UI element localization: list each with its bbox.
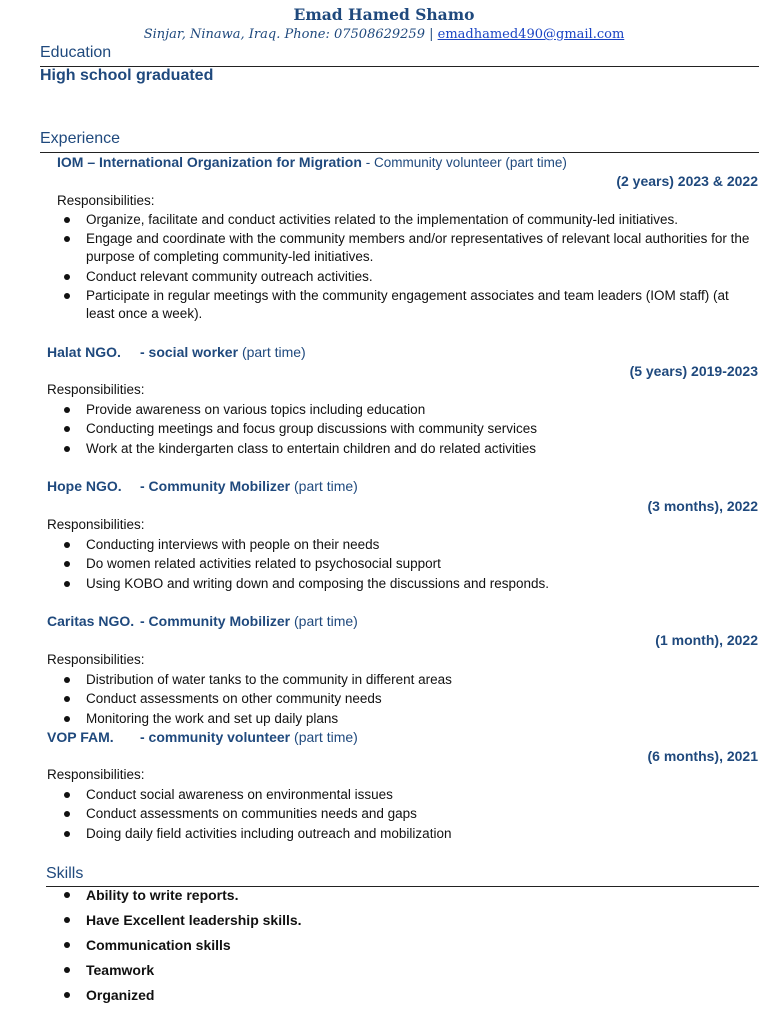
job-org-vop-fam xyxy=(47,729,114,745)
job-date: (5 years) 2019-2023 xyxy=(629,363,758,379)
list-item: Conducting meetings and focus group discussions with community services xyxy=(48,420,758,438)
job-role: - Community volunteer (part time) xyxy=(365,155,567,170)
job-employment-type: (part time) xyxy=(241,344,306,360)
skills-heading: Skills xyxy=(46,865,84,882)
skill-item: Ability to write reports. xyxy=(48,886,758,904)
job-org-name: Hope NGO. xyxy=(47,478,122,494)
skill-item: Communication skills xyxy=(48,936,758,954)
experience-divider xyxy=(40,152,759,153)
job-role: - community volunteer xyxy=(140,729,291,745)
skill-item: Teamwork xyxy=(48,961,758,979)
job-org-name: VOP FAM. xyxy=(47,729,114,745)
responsibilities-label: Responsibilities: xyxy=(47,767,145,782)
resume-name: Emad Hamed Shamo xyxy=(293,5,475,24)
job-role-line xyxy=(140,613,358,629)
list-item: Using KOBO and writing down and composing the discussions and responds. xyxy=(48,575,758,593)
education-entry: High school graduated xyxy=(40,67,214,84)
job-role: - Community Mobilizer xyxy=(140,613,291,629)
job-date: (2 years) 2023 & 2022 xyxy=(616,173,758,189)
job-employment-type: (part time) xyxy=(294,478,358,494)
job-role-line xyxy=(140,344,306,360)
job-org-hope xyxy=(47,478,122,494)
list-item: Conduct relevant community outreach activities. xyxy=(48,268,758,286)
job-role-line xyxy=(140,478,358,494)
job-date: (1 month), 2022 xyxy=(655,632,758,648)
list-item: Participate in regular meetings with the community engagement associates and team leaders (IOM staff) (at least once a week). xyxy=(48,287,758,323)
contact-line xyxy=(0,27,768,42)
list-item: Conducting interviews with people on their needs xyxy=(48,536,758,554)
responsibilities-list xyxy=(48,211,758,325)
responsibilities-list xyxy=(48,536,758,594)
responsibilities-label: Responsibilities: xyxy=(47,652,145,667)
job-date: (3 months), 2022 xyxy=(647,498,758,514)
email-link[interactable]: emadhamed490@gmail.com xyxy=(437,27,625,42)
list-item: Doing daily field activities including outreach and mobilization xyxy=(48,825,758,843)
list-item: Work at the kindergarten class to entertain children and do related activities xyxy=(48,440,758,458)
responsibilities-list xyxy=(48,401,758,459)
job-role-line xyxy=(140,729,358,745)
experience-heading: Experience xyxy=(40,130,121,147)
job-date: (6 months), 2021 xyxy=(647,748,758,764)
skill-item: Have Excellent leadership skills. xyxy=(48,911,758,929)
list-item: Organize, facilitate and conduct activities related to the implementation of community-led initiatives. xyxy=(48,211,758,229)
list-item: Monitoring the work and set up daily plans xyxy=(48,710,758,728)
list-item: Engage and coordinate with the community members and/or representatives of relevant local authorities for the purpose of completing community-led initiatives. xyxy=(48,230,758,266)
job-org-name: Halat NGO. xyxy=(47,344,121,360)
list-item: Conduct assessments on other community needs xyxy=(48,690,758,708)
skill-item: Organized xyxy=(48,986,758,1004)
job-org-halat xyxy=(47,344,121,360)
responsibilities-label: Responsibilities: xyxy=(57,193,155,208)
job-org-name: Caritas NGO. xyxy=(47,613,135,629)
contact-details: Sinjar, Ninawa, Iraq. Phone: 07508629259 | xyxy=(143,27,434,42)
job-role: - Community Mobilizer xyxy=(140,478,291,494)
responsibilities-list xyxy=(48,671,758,729)
list-item: Provide awareness on various topics including education xyxy=(48,401,758,419)
job-org-caritas xyxy=(47,613,134,629)
list-item: Conduct assessments on communities needs and gaps xyxy=(48,805,758,823)
skills-list xyxy=(48,886,758,1011)
responsibilities-label: Responsibilities: xyxy=(47,517,145,532)
education-heading: Education xyxy=(40,44,112,61)
responsibilities-label: Responsibilities: xyxy=(47,382,145,397)
job-employment-type: (part time) xyxy=(294,729,358,745)
list-item: Conduct social awareness on environmental issues xyxy=(48,786,758,804)
list-item: Distribution of water tanks to the community in different areas xyxy=(48,671,758,689)
list-item: Do women related activities related to psychosocial support xyxy=(48,555,758,573)
job-employment-type: (part time) xyxy=(294,613,358,629)
job-org-name: IOM – International Organization for Migration xyxy=(57,154,362,170)
job-role: - social worker xyxy=(140,344,239,360)
responsibilities-list xyxy=(48,786,758,844)
job-org-iom xyxy=(57,154,567,170)
